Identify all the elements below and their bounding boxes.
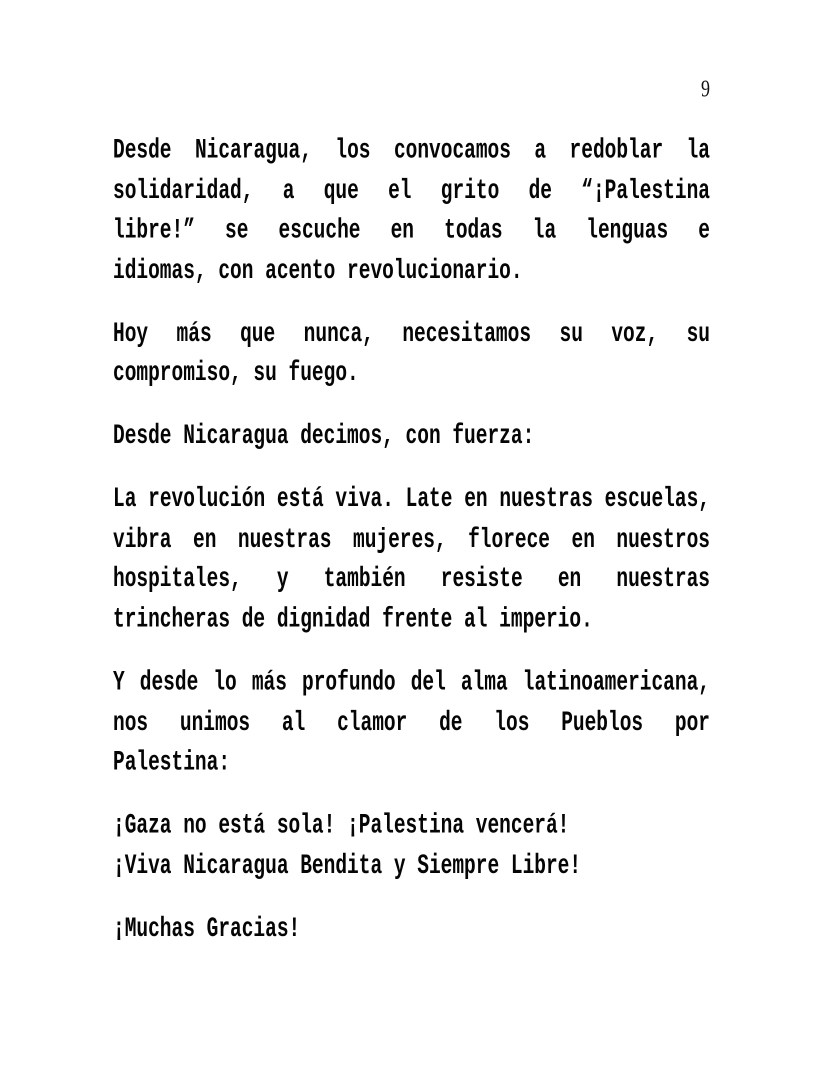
text-line: Desde Nicaragua decimos, con fuerza: bbox=[113, 421, 535, 453]
text-line: Hoy más que nunca, necesitamos su voz, su bbox=[113, 318, 710, 350]
text-line: trincheras de dignidad frente al imperio. bbox=[113, 604, 593, 636]
text-line: Desde Nicaragua, los convocamos a redoblar la bbox=[113, 135, 710, 166]
page-header bbox=[113, 74, 710, 102]
paragraph bbox=[113, 131, 710, 291]
paragraph bbox=[113, 417, 710, 457]
text-line: vibra en nuestras mujeres, florece en nuestros bbox=[113, 524, 710, 556]
text-line: idiomas, con acento revolucionario. bbox=[113, 255, 523, 287]
paragraph bbox=[113, 314, 710, 394]
text-line: libre!” se escuche en todas la lenguas e bbox=[113, 215, 710, 247]
paragraph bbox=[113, 806, 710, 886]
text-line: hospitales, y también resiste en nuestras bbox=[113, 564, 710, 596]
text-line: La revolución está viva. Late en nuestras escuelas, bbox=[113, 484, 710, 516]
page-number: 9 bbox=[701, 74, 710, 102]
text-line: solidaridad, a que el grito de “¡Palestina bbox=[113, 175, 710, 207]
paragraph bbox=[113, 663, 710, 783]
text-line: compromiso, su fuego. bbox=[113, 358, 359, 390]
document-body bbox=[113, 131, 710, 949]
paragraph bbox=[113, 909, 710, 949]
text-line: Y desde lo más profundo del alma latinoamericana, bbox=[113, 667, 710, 699]
text-line: ¡Gaza no está sola! ¡Palestina vencerá! bbox=[113, 810, 570, 842]
text-line: nos unimos al clamor de los Pueblos por bbox=[113, 707, 710, 739]
text-line: ¡Viva Nicaragua Bendita y Siempre Libre! bbox=[113, 850, 582, 882]
paragraph bbox=[113, 480, 710, 640]
text-line: Palestina: bbox=[113, 747, 231, 779]
text-line: ¡Muchas Gracias! bbox=[113, 913, 301, 945]
